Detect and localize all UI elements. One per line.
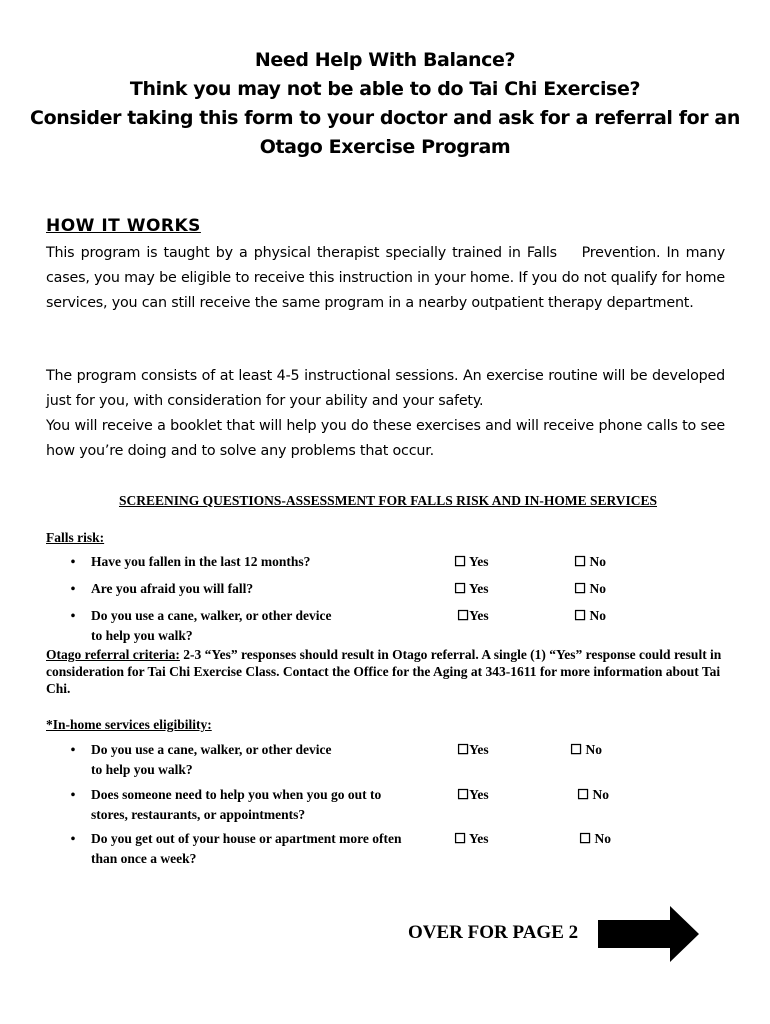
description-paragraph-3: You will receive a booklet that will help you do these exercises and will receive phone calls to see how you’re doing and to solve any problems that occur. xyxy=(46,418,725,459)
otago-referral-criteria xyxy=(46,646,732,697)
bullet-icon: • xyxy=(70,581,76,596)
bullet-icon: • xyxy=(70,787,76,802)
bullet-icon: • xyxy=(70,554,76,569)
question-text: Do you use a cane, walker, or other device to help you walk? xyxy=(91,742,332,777)
question-text: Are you afraid you will fall? xyxy=(91,581,254,596)
screening-title: SCREENING QUESTIONS-ASSESSMENT FOR FALLS RISK AND IN-HOME SERVICES xyxy=(118,493,658,508)
yes-checkbox[interactable]: ☐ Yes xyxy=(454,831,489,846)
title-line-4: Otago Exercise Program xyxy=(259,136,511,158)
question-text: Does someone need to help you when you go out to stores, restaurants, or appointments? xyxy=(91,787,382,822)
yes-checkbox[interactable]: ☐Yes xyxy=(457,608,489,623)
yes-checkbox[interactable]: ☐ Yes xyxy=(454,581,489,596)
bullet-icon: • xyxy=(70,831,76,846)
how-it-works-heading: HOW IT WORKS xyxy=(46,216,201,236)
question-text: Have you fallen in the last 12 months? xyxy=(91,554,311,569)
bullet-icon: • xyxy=(70,608,76,623)
criteria-text: 2-3 “Yes” responses should result in Otago referral. A single (1) “Yes” response could result in consideration for Tai Chi Exercise Class. Contact the Office for the Aging at 343-1611 for more information about Tai Chi. xyxy=(46,647,722,696)
question-text: Do you get out of your house or apartment more often than once a week? xyxy=(91,831,402,866)
right-arrow-icon xyxy=(598,904,700,964)
yes-checkbox[interactable]: ☐Yes xyxy=(457,742,489,757)
no-checkbox[interactable]: ☐ No xyxy=(574,581,606,596)
description-paragraph-2: The program consists of at least 4-5 instructional sessions. An exercise routine will be developed just for you, with consideration for your ability and your safety. xyxy=(46,368,725,409)
yes-checkbox[interactable]: ☐Yes xyxy=(457,787,489,802)
no-checkbox[interactable]: ☐ No xyxy=(570,742,602,757)
description-paragraph-1: This program is taught by a physical therapist specially trained in Falls Prevention. In many cases, you may be eligible to receive this instruction in your home. If you do not qualify for home services, you can still receive the same program in a nearby outpatient therapy department. xyxy=(46,245,725,311)
no-checkbox[interactable]: ☐ No xyxy=(574,554,606,569)
title-line-3: Consider taking this form to your doctor and ask for a referral for an xyxy=(30,107,740,129)
title-line-2: Think you may not be able to do Tai Chi Exercise? xyxy=(129,78,641,100)
no-checkbox[interactable]: ☐ No xyxy=(577,787,609,802)
yes-checkbox[interactable]: ☐ Yes xyxy=(454,554,489,569)
criteria-label: Otago referral criteria: xyxy=(46,647,180,662)
in-home-eligibility-heading: *In-home services eligibility: xyxy=(46,717,212,732)
no-checkbox[interactable]: ☐ No xyxy=(579,831,611,846)
title-line-1: Need Help With Balance? xyxy=(254,49,516,71)
bullet-icon: • xyxy=(70,742,76,757)
falls-risk-heading: Falls risk: xyxy=(46,530,105,545)
page-title xyxy=(30,46,740,162)
over-for-page-2-label: OVER FOR PAGE 2 xyxy=(408,922,579,943)
no-checkbox[interactable]: ☐ No xyxy=(574,608,606,623)
question-text: Do you use a cane, walker, or other device to help you walk? xyxy=(91,608,332,643)
